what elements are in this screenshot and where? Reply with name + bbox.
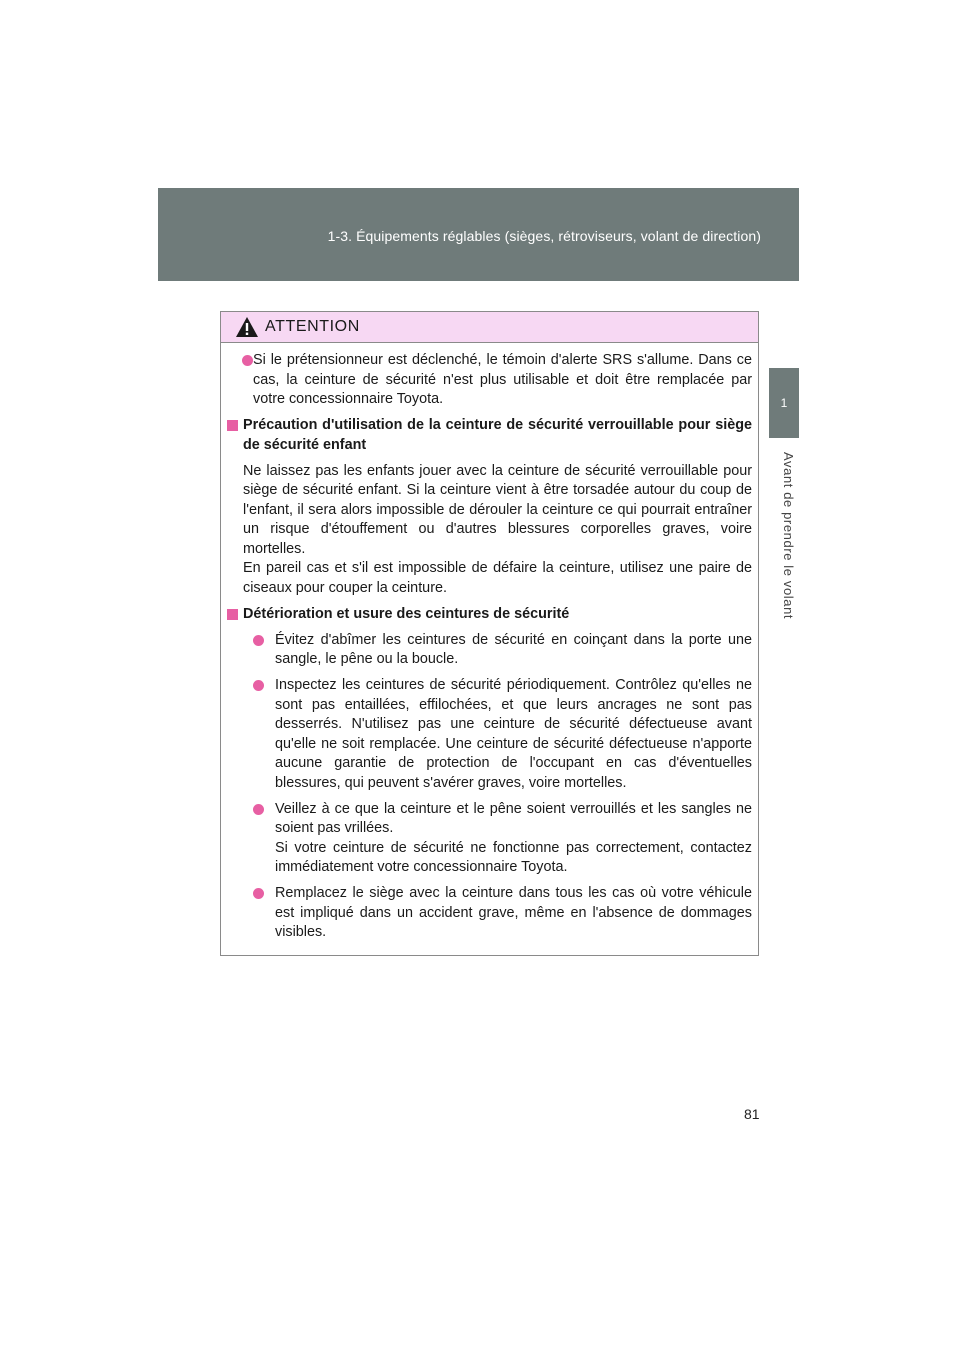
warning-triangle-icon <box>235 316 259 338</box>
chapter-header-band <box>158 188 799 281</box>
warning-header <box>221 312 758 343</box>
list-item: Veillez à ce que la ceinture et le pêne soient verrouillés et les sangles ne soient pas vrillées. Si votre ceinture de sécurité ne fonctionne pas correctement, contactez immédiatement votre concessionnaire Toyota. <box>230 800 752 878</box>
section-heading: Détérioration et usure des ceintures de sécurité <box>230 605 752 625</box>
bullet-circle-icon <box>242 355 253 366</box>
list-item: Inspectez les ceintures de sécurité périodiquement. Contrôlez qu'elles ne sont pas entaillées, effilochées, et que leurs ancrages ne sont pas desserrés. N'utilisez pas une ceinture de sécurité défectueuse avant qu'elle ne soit remplacée. Une ceinture de sécurité défectueuse n'apporte aucune garantie de protection de l'occupant en cas d'éventuelles blessures, qui peuvent s'avérer graves, voire mortelles. <box>230 676 752 793</box>
bullet-circle-icon <box>253 804 264 815</box>
bullet-circle-icon <box>253 635 264 646</box>
section-heading: Précaution d'utilisation de la ceinture de sécurité verrouillable pour siège de sécurité enfant <box>230 416 752 455</box>
paragraph: Ne laissez pas les enfants jouer avec la ceinture de sécurité verrouillable pour siège de sécurité enfant. Si la ceinture vient à être torsadée autour du coup de l'enfant, il sera alors impossible de dérouler la ceinture ce qui pourrait entraîner un risque d'étouffement ou d'autres blessures corporelles graves, voire mortelles. En pareil cas et s'il est impossible de défaire la ceinture, utilisez une paire de ciseaux pour couper la ceinture. <box>243 462 752 596</box>
bullet-square-icon <box>227 609 238 620</box>
bullet-circle-icon <box>253 680 264 691</box>
section-title: 1-3. Équipements réglables (sièges, rétroviseurs, volant de direction) <box>327 228 761 244</box>
warning-body <box>221 343 758 943</box>
bullet-circle-icon <box>253 888 264 899</box>
chapter-tab <box>769 368 799 438</box>
warning-title: ATTENTION <box>265 318 360 335</box>
list-item: Évitez d'abîmer les ceintures de sécurité en coinçant dans la porte une sangle, le pêne ou la boucle. <box>230 631 752 670</box>
list-item: Si le prétensionneur est déclenché, le témoin d'alerte SRS s'allume. Dans ce cas, la ceinture de sécurité n'est plus utilisable et doit être remplacée par votre concessionnaire Toyota. <box>230 351 752 410</box>
list-item: Remplacez le siège avec la ceinture dans tous les cas où votre véhicule est impliqué dans un accident grave, même en l'absence de dommages visibles. <box>230 884 752 943</box>
page-number: 81 <box>744 1106 760 1122</box>
bullet-square-icon <box>227 420 238 431</box>
chapter-number: 1 <box>780 396 788 410</box>
warning-box <box>220 311 759 956</box>
chapter-label: Avant de prendre le volant <box>781 452 796 620</box>
